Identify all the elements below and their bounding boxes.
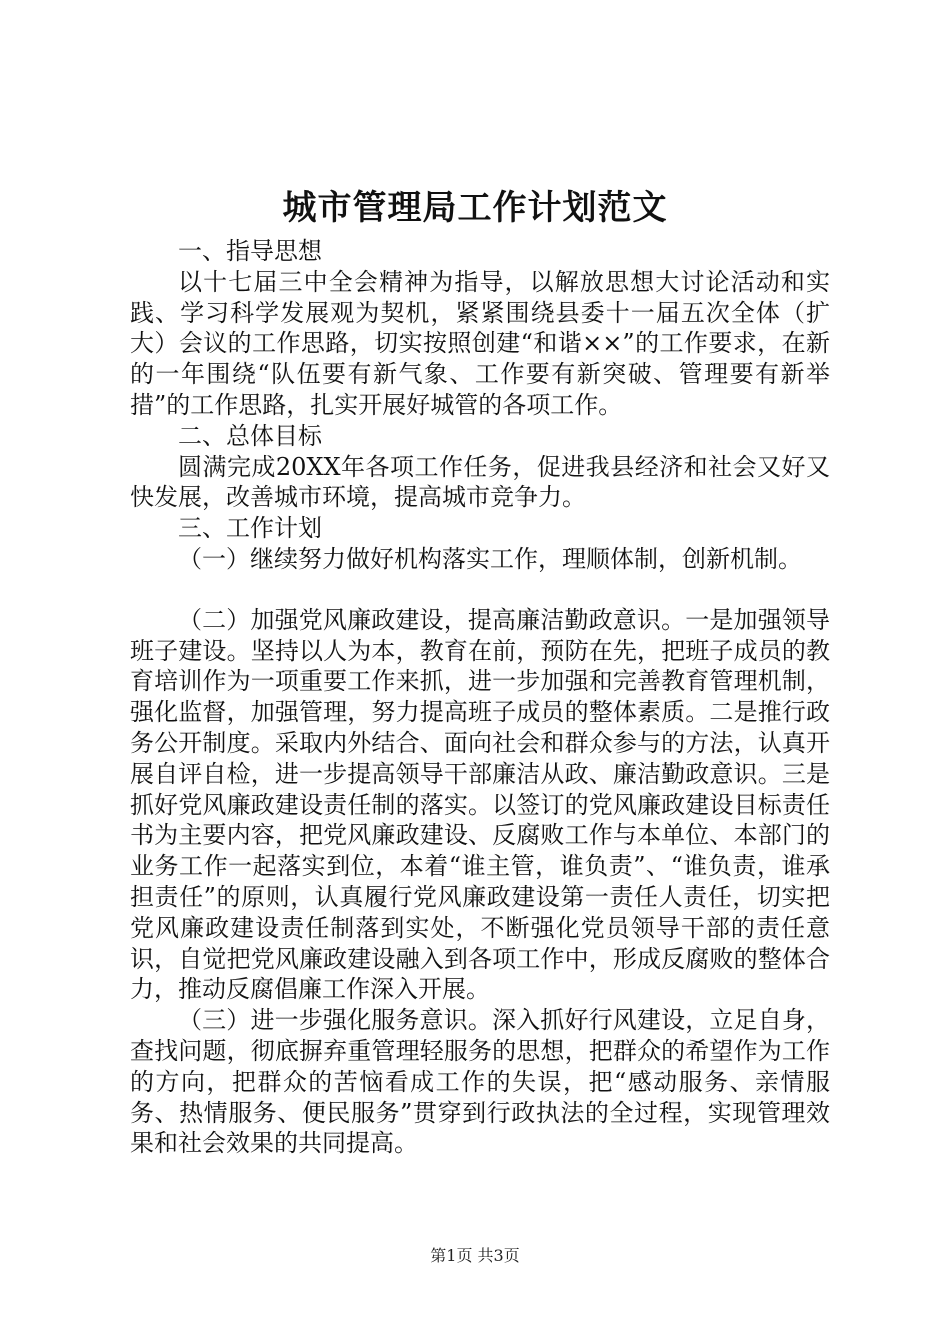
plan-item-3: （三）进一步强化服务意识。深入抓好行风建设，立足自身，查找问题，彻底摒弃重管理轻服务的思想，把群众的希望作为工作的方向，把群众的苦恼看成工作的失误，把“感动服务、亲情服务、热情服务、便民服务”贯穿到行政执法的全过程，实现管理效果和社会效果的共同提高。: [130, 1006, 830, 1158]
heading-overall-goal: 二、总体目标: [178, 421, 322, 450]
page-number-footer: 第1页 共3页: [430, 1246, 520, 1265]
plan-item-1: （一）继续努力做好机构落实工作，理顺体制，创新机制。: [178, 544, 802, 573]
document-title: 城市管理局工作计划范文: [282, 188, 668, 228]
plan-item-2: （二）加强党风廉政建设，提高廉洁勤政意识。一是加强领导班子建设。坚持以人为本，教育在前，预防在先，把班子成员的教育培训作为一项重要工作来抓，进一步加强和完善教育管理机制，强化监督，加强管理，努力提高班子成员的整体素质。二是推行政务公开制度。采取内外结合、面向社会和群众参与的方法，认真开展自评自检，进一步提高领导干部廉洁从政、廉洁勤政意识。三是抓好党风廉政建设责任制的落实。以签订的党风廉政建设目标责任书为主要内容，把党风廉政建设、反腐败工作与本单位、本部门的业务工作一起落实到位，本着“谁主管，谁负责”、“谁负责，谁承担责任”的原则，认真履行党风廉政建设第一责任人责任，切实把党风廉政建设责任制落到实处，不断强化党员领导干部的责任意识，自觉把党风廉政建设融入到各项工作中，形成反腐败的整体合力，推动反腐倡廉工作深入开展。: [130, 605, 830, 1004]
heading-guiding-thought: 一、指导思想: [178, 237, 322, 265]
paragraph-guiding-thought: 以十七届三中全会精神为指导，以解放思想大讨论活动和实践、学习科学发展观为契机，紧紧围绕县委十一届五次全体（扩大）会议的工作思路，切实按照创建“和谐××”的工作要求，在新的一年围绕“队伍要有新气象、工作要有新突破、管理要有新举措”的工作思路，扎实开展好城管的各项工作。: [130, 267, 830, 419]
document-body: [130, 236, 830, 1159]
heading-work-plan: 三、工作计划: [178, 514, 322, 543]
paragraph-overall-goal: 圆满完成20XX年各项工作任务，促进我县经济和社会又好又快发展，改善城市环境，提高城市竞争力。: [130, 452, 830, 512]
